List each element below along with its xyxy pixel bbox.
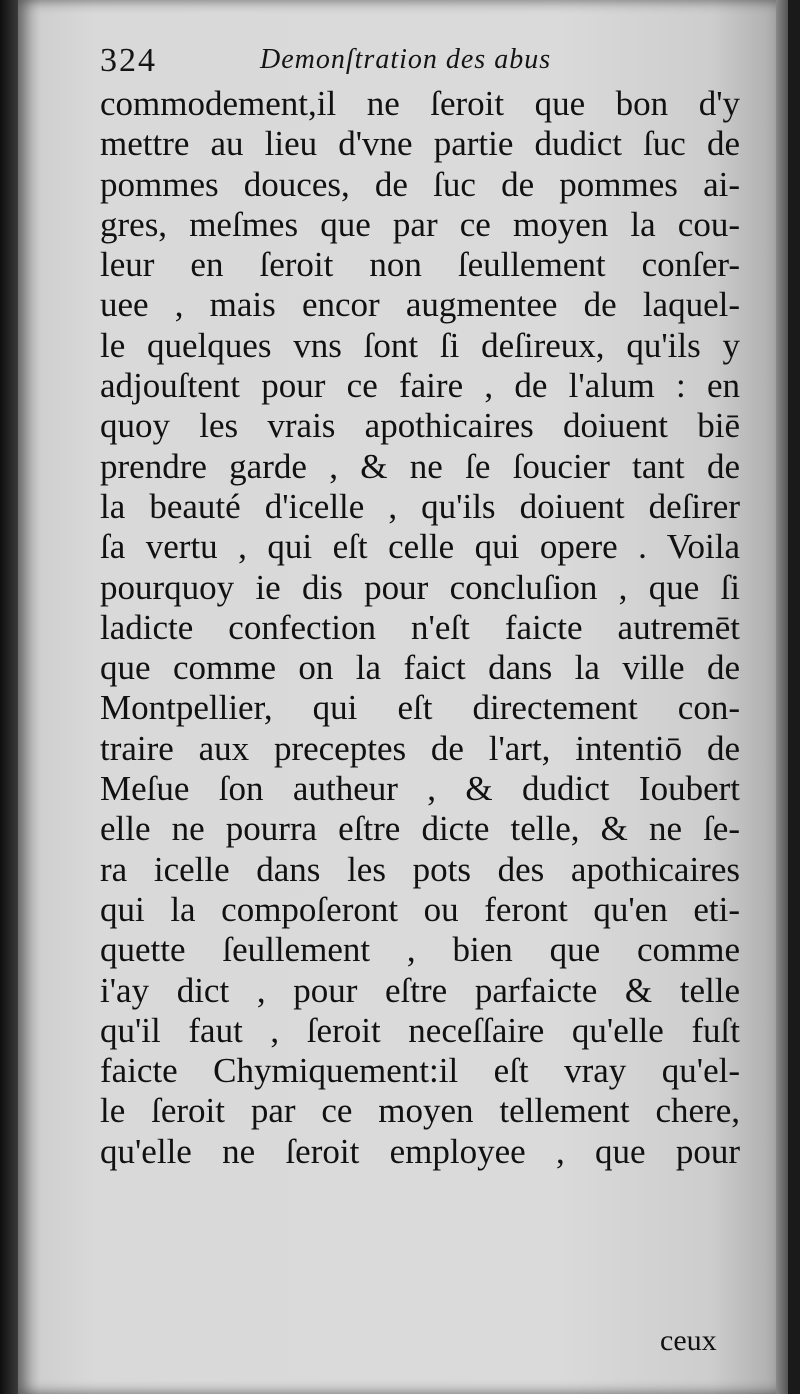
text-line: pommes douces, de ſuc de pommes ai- <box>100 164 740 204</box>
book-gutter <box>0 0 18 1394</box>
text-line: mettre au lieu d'vne partie dudict ſuc de <box>100 124 740 164</box>
text-line: adjouſtent pour ce faire , de l'alum : en <box>100 366 740 406</box>
text-line: elle ne pourra eſtre dicte telle, & ne ſe- <box>100 809 740 849</box>
text-line: Meſue ſon autheur , & dudict Ioubert <box>100 769 740 809</box>
text-line: le quelques vns ſont ſi deſireux, qu'ils y <box>100 325 740 365</box>
text-line: i'ay dict , pour eſtre parfaicte & telle <box>100 970 740 1010</box>
text-line: qui la compoſeront ou feront qu'en eti- <box>100 889 740 929</box>
page-header <box>100 40 760 84</box>
page-edge <box>776 0 788 1394</box>
text-line: pourquoy ie dis pour concluſion , que ſi <box>100 567 740 607</box>
text-line: commodement,il ne ſeroit que bon d'y <box>100 84 740 123</box>
running-head: Demonſtration des abus <box>260 44 552 75</box>
text-line: qu'elle ne ſeroit employee , que pour <box>100 1131 740 1171</box>
text-line: le ſeroit par ce moyen tellement chere, <box>100 1091 740 1131</box>
body-text <box>100 84 740 1172</box>
text-line: gres, meſmes que par ce moyen la cou- <box>100 204 740 244</box>
text-line: prendre garde , & ne ſe ſoucier tant de <box>100 446 740 486</box>
page-number: 324 <box>100 42 157 79</box>
catchword: ceux <box>660 1324 717 1357</box>
text-line: quette ſeullement , bien que comme <box>100 930 740 970</box>
text-line: uee , mais encor augmentee de laquel- <box>100 285 740 325</box>
text-line: traire aux preceptes de l'art, intentiō de <box>100 728 740 768</box>
text-line: faicte Chymiquement:il eſt vray qu'el- <box>100 1051 740 1091</box>
text-line: Montpellier, qui eſt directement con- <box>100 688 740 728</box>
text-line: ra icelle dans les pots des apothicaires <box>100 849 740 889</box>
text-line: quoy les vrais apothicaires doiuent biē <box>100 406 740 446</box>
text-line: la beauté d'icelle , qu'ils doiuent deſirer <box>100 486 740 526</box>
text-line: que comme on la faict dans la ville de <box>100 648 740 688</box>
text-line: leur en ſeroit non ſeullement conſer- <box>100 245 740 285</box>
text-line: ſa vertu , qui eſt celle qui opere . Voila <box>100 527 740 567</box>
text-line: ladicte confection n'eſt faicte autremēt <box>100 607 740 647</box>
text-line: qu'il faut , ſeroit neceſſaire qu'elle fuſt <box>100 1010 740 1050</box>
